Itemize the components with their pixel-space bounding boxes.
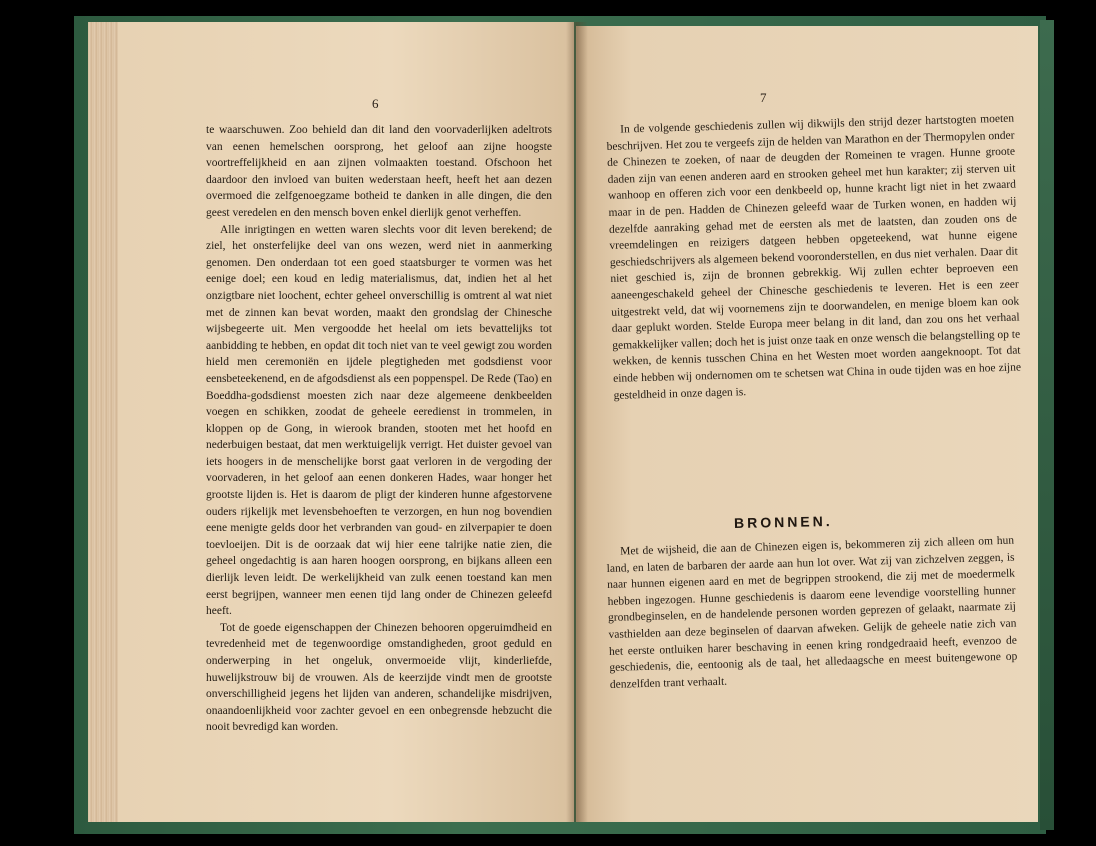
left-page — [118, 22, 574, 822]
right-page-number: 7 — [760, 90, 767, 105]
paragraph: te waarschuwen. Zoo behield dan dit land den voorvaderlijken adeltrots van eenen hemelschen oorsprong, het geloof aan zijne hoogste voortreffelijkheid en aan zijnen volmaakten toestand. Ofschoon het daardoor den invloed van buiten wederstaan heeft, heeft het aan dezen overmoed die zelfgenoegzame botheid te danken in alle dingen, die den geest veredelen en den mensch boven enkel dierlijk genot verheffen. — [206, 124, 552, 219]
left-page-text — [206, 122, 552, 736]
right-page-section-text — [606, 533, 1018, 694]
right-page — [576, 26, 1038, 822]
right-page-intro-text — [606, 111, 1022, 404]
book-cover-edge — [1040, 20, 1054, 830]
section-heading: BRONNEN. — [733, 512, 833, 532]
paragraph: Met de wijsheid, die aan de Chinezen eigen is, bekommeren zij zich alleen om hun land, en laten de barbaren der aarde aan hun lot over. Wat zij van zichzelven zeggen, is naar hunnen eigenen aard en met de begrippen strookend, die zij met de moedermelk hebben ingezogen. Hunne geschiedenis is daarom eene levendige voorstelling hunner grondbeginselen, en de handelende personen worden geprezen of gelaakt, naarmate zij vasthielden aan deze beginselen of daarvan afweken. Gelijk de geheele natie zich van het eerste ontluiken harer beschaving in eenen kring rondgedraaid heeft, evenzoo de geschiedenis, die, eentoonig als de taal, het alledaagsche en meest buitengewone op denzelfden trant verhaalt. — [606, 534, 1018, 691]
book-gutter — [566, 22, 588, 822]
paragraph: Tot de goede eigenschappen der Chinezen behooren opgeruimdheid en tevredenheid met de tegenwoordige omstandigheden, groot geduld en onderwerping in het ongeluk, onvermoeide vlijt, kinderliefde, huwelijkstrouw bij de vrouwen. Als de keerzijde vindt men de grootste onverschilligheid jegens het lijden van anderen, schandelijke misdrijven, onaandoenlijkheid voor zachter gevoel en een onbegrensde hebzucht die nooit bevredigd kan worden. — [206, 621, 552, 734]
paragraph: Alle inrigtingen en wetten waren slechts voor dit leven berekend; de ziel, het onsterfelijke deel van ons wezen, werd niet in aanmerking genomen. Den onderdaan tot een goed staatsburger te vormen was het eenige doel; een koud en ledig materialismus, dat, indien het al het onzigtbare niet loochent, echter geheel onverschillig is omtrent al wat niet met de zinnen kan bevat worden, maakt den grondslag der Chinesche wijsbegeerte uit. Men vergoodde het heelal om iets bevattelijks tot aanbidding te hebben, en opdat dit toch niet van te veel gewigt zou worden hield men ceremoniën en ijdele plegtigheden met godsdienst voor eensbeteekenend, en de afgodsdienst als een poppenspel. De Rede (Tao) en Boeddha-godsdienst moesten zich naar deze algemeene denkbeelden voegen en schikken, zoodat de geheele eeredienst in trommelen, in kloppen op de Gong, in wierook branden, stooten met het hoofd en nederbuigen bestaat, dat men werktuigelijk verrigt. Het duister gevoel van iets hoogers in de menschelijke borst gaat verloren in de vergoding der voorvaderen, in het geloof aan eenen donkeren Hades, waar honger het grootste lijden is. Het is daarom de pligt der kinderen hunne afgestorvene ouders rijkelijk met levensbehoeften te verzorgen, en hun nog bovendien eene menigte gelds door het verbranden van goud- en zilverpapier te doen toevloeijen. Dit is de oorzaak dat wij hier eene talrijke natie zien, die geheel ongedachtig is aan haren hoogen oorsprong, en bijkans alleen een dierlijk leven leidt. De werkelijkheid van zulk eenen toestand kan men eerst begrijpen, wanneer men eenen tijd lang onder de Chinezen geleefd heeft. — [206, 223, 552, 618]
left-page-number: 6 — [372, 96, 379, 111]
paragraph: In de volgende geschiedenis zullen wij dikwijls den strijd dezer hartstogten moeten beschrijven. Het zou te vergeefs zijn de helden van Marathon en der Thermopylen onder de Chinezen te zoeken, of naar de deugden der Romeinen te vragen. Hunne groote daden zijn van eenen anderen aard en strooken geheel met hun karakter; zij sterven uit wanhoop en offeren zich voor een denkbeeld op, hunne kracht ligt niet in het zwaard maar in de pen. Hadden de Chinezen geleefd waar de Turken wonen, en hadden wij dezelfde aanraking gehad met de eersten als met de laatsten, dan zouden ons de vreemdelingen en reizigers datgeen hebben opgeteekend, wat hunne eigene geschiedschrijvers als algemeen bekend vooronderstellen, en dus niet verhalen. Daar dit niet geschied is, zijn de bronnen gebrekkig. Wij zullen echter beproeven een aaneengeschakeld geheel der Chinesche geschiedenis te leveren. Het is een zeer uitgestrekt veld, dat wij voornemens zijn te doorwandelen, en menige bloem kan ook daar geplukt worden. Stelde Europa meer belang in dit land, dan zou ons het verhaal gemakkelijker vallen; doch het is juist onze taak en onze wensch die belangstelling op te wekken, de kennis tusschen China en het Westen moet worden aangeknoopt. Tot dat einde hebben wij ondernomen om te schetsen wat China in oude tijden was en hoe zijne gesteldheid in onze dagen is. — [606, 112, 1022, 402]
